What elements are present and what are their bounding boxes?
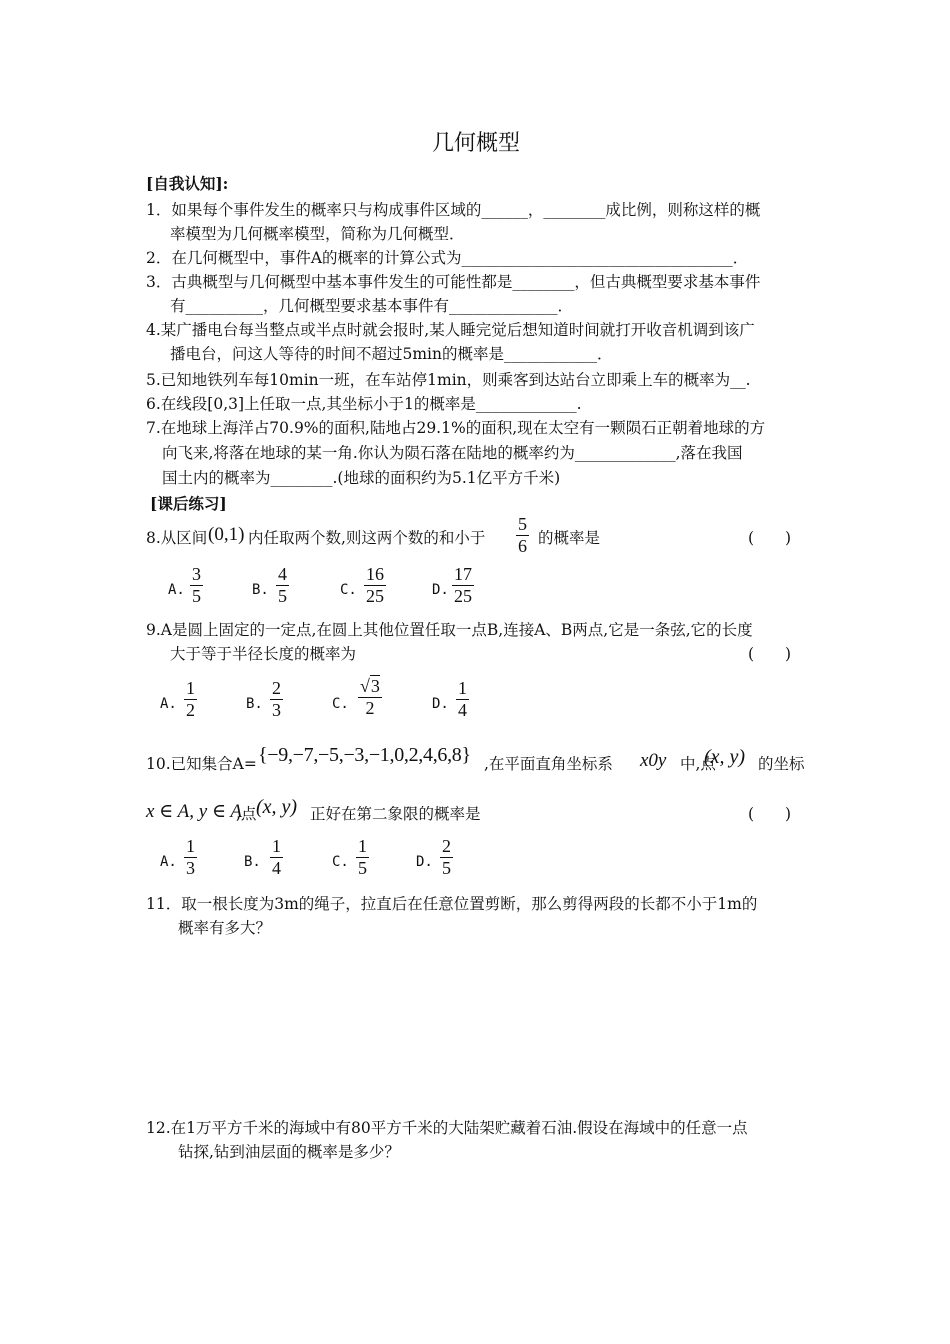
q10-option-a-fraction <box>184 836 197 879</box>
fraction-numerator: 2 <box>272 678 281 698</box>
q10-option-b-label: B. <box>244 854 261 870</box>
fraction-numerator: 5 <box>518 514 527 534</box>
question-10-point-2: (x, y) <box>256 796 298 818</box>
sqrt-radicand: 3 <box>370 676 380 696</box>
question-9-line-2: 大于等于半径长度的概率为 <box>170 645 357 663</box>
question-11-line-1: 11．取一根长度为3m的绳子，拉直后在任意位置剪断，那么剪得两段的长都不小于1m的 <box>146 895 758 913</box>
fraction-denominator: 3 <box>272 700 281 720</box>
question-8-suffix: 的概率是 <box>538 529 601 547</box>
question-8-fraction <box>516 514 529 557</box>
question-10-condition: x ∈ A, y ∈ A <box>146 801 243 822</box>
question-7-line-2: 向飞来,将落在地球的某一角.你认为陨石落在陆地的概率约为_____________,落在我国 <box>162 444 743 462</box>
q8-option-b-label: B. <box>252 582 269 598</box>
q10-option-d-fraction <box>440 836 453 879</box>
fraction-numerator: 3 <box>192 564 201 584</box>
fraction-numerator: 2 <box>442 836 451 856</box>
question-10-suffix: 正好在第二象限的概率是 <box>310 805 481 823</box>
question-10-point: (x, y) <box>704 746 746 768</box>
question-10-answer-paren: ( ) <box>748 805 792 823</box>
question-8-answer-paren: ( ) <box>748 529 792 547</box>
question-1-line-1: 1．如果每个事件发生的概率只与构成事件区域的______，________成比例，则称这样的概 <box>146 201 761 219</box>
question-8-interval: (0,1) <box>208 524 245 545</box>
q8-option-c-label: C. <box>340 582 357 598</box>
question-12-line-2: 钻探,钻到油层面的概率是多少？ <box>178 1143 400 1161</box>
question-3-line-2: 有__________，几何概型要求基本事件有______________． <box>170 297 574 315</box>
question-10-mid-4: ,点 <box>236 805 257 823</box>
question-9-line-1: 9.A是圆上固定的一定点,在圆上其他位置任取一点B,连接A、B两点,它是一条弦,它的长度 <box>146 621 753 639</box>
question-10-mid-2: 中,点 <box>680 755 716 773</box>
question-8-prefix: 8.从区间 <box>146 529 208 547</box>
question-10-mid-3: 的坐标 <box>758 755 805 773</box>
q10-option-c-label: C. <box>332 854 349 870</box>
fraction-denominator: 5 <box>358 858 367 878</box>
fraction-numerator: 1 <box>272 836 281 856</box>
fraction-denominator: 4 <box>272 858 281 878</box>
section-heading-self-check: [自我认知]: <box>146 174 229 193</box>
question-3-line-1: 3．古典概型与几何概型中基本事件发生的可能性都是________，但古典概型要求基本事件 <box>146 273 761 291</box>
question-10-set: {−9,−7,−5,−3,−1,0,2,4,6,8} <box>258 744 471 766</box>
question-4-line-2: 播电台，问这人等待的时间不超过5min的概率是____________． <box>170 345 613 363</box>
q9-option-c-label: C. <box>332 696 349 712</box>
question-4-line-1: 4.某广播电台每当整点或半点时就会报时,某人睡完觉后想知道时间就打开收音机调到该广 <box>146 321 755 339</box>
fraction-denominator: 5 <box>442 858 451 878</box>
q9-option-d-fraction <box>456 678 469 721</box>
q9-option-b-label: B. <box>246 696 263 712</box>
fraction-denominator: 4 <box>458 700 467 720</box>
q10-option-c-fraction <box>356 836 369 879</box>
question-10-mid-1: ,在平面直角坐标系 <box>484 755 613 773</box>
question-1-line-2: 率模型为几何概率模型，简称为几何概型． <box>170 225 465 243</box>
question-10-prefix: 10.已知集合A= <box>146 755 257 773</box>
fraction-numerator: 1 <box>186 836 195 856</box>
q9-option-d-label: D. <box>432 696 449 712</box>
fraction-denominator: 3 <box>186 858 195 878</box>
section-heading-practice: [课后练习] <box>150 494 227 513</box>
fraction-numerator: 1 <box>458 678 467 698</box>
fraction-denominator: 25 <box>366 586 384 606</box>
q9-option-a-fraction <box>184 678 197 721</box>
question-5: 5.已知地铁列车每10min一班，在车站停1min，则乘客到达站台立即乘上车的概率为__. <box>146 371 751 389</box>
question-8-middle: 内任取两个数,则这两个数的和小于 <box>248 529 486 547</box>
fraction-denominator: 5 <box>278 586 287 606</box>
fraction-denominator: 2 <box>365 698 375 718</box>
fraction-numerator: √3 <box>360 676 380 696</box>
fraction-numerator: 1 <box>358 836 367 856</box>
fraction-numerator: 4 <box>278 564 287 584</box>
question-11-line-2: 概率有多大？ <box>178 919 272 937</box>
q9-option-b-fraction <box>270 678 283 721</box>
fraction-denominator: 6 <box>518 536 527 556</box>
q10-option-a-label: A. <box>160 854 177 870</box>
q10-option-d-label: D. <box>416 854 433 870</box>
page-title: 几何概型 <box>432 131 521 156</box>
fraction-denominator: 2 <box>186 700 195 720</box>
q9-option-c-fraction <box>358 676 382 719</box>
question-7-line-1: 7.在地球上海洋占70.9%的面积,陆地占29.1%的面积,现在太空有一颗陨石正朝着地球的方 <box>146 419 766 437</box>
question-9-answer-paren: ( ) <box>748 645 792 663</box>
q8-option-a-label: A. <box>168 582 185 598</box>
q8-option-d-fraction <box>452 564 474 607</box>
q10-option-b-fraction <box>270 836 283 879</box>
fraction-numerator: 16 <box>366 564 384 584</box>
question-7-line-3: 国土内的概率为________.(地球的面积约为5.1亿平方千米) <box>162 469 561 487</box>
fraction-denominator: 25 <box>454 586 472 606</box>
q8-option-a-fraction <box>190 564 203 607</box>
q8-option-b-fraction <box>276 564 289 607</box>
fraction-denominator: 5 <box>192 586 201 606</box>
q8-option-c-fraction <box>364 564 386 607</box>
question-6: 6.在线段[0,3]上任取一点,其坐标小于1的概率是_____________. <box>146 395 582 413</box>
question-10-plane: x0y <box>640 750 667 771</box>
q9-option-a-label: A. <box>160 696 177 712</box>
question-12-line-1: 12.在1万平方千米的海域中有80平方千米的大陆架贮藏着石油.假设在海域中的任意一点 <box>146 1119 748 1137</box>
fraction-numerator: 1 <box>186 678 195 698</box>
fraction-numerator: 17 <box>454 564 472 584</box>
q8-option-d-label: D. <box>432 582 449 598</box>
question-2: 2．在几何概型中，事件A的概率的计算公式为___________________________________． <box>146 249 749 267</box>
